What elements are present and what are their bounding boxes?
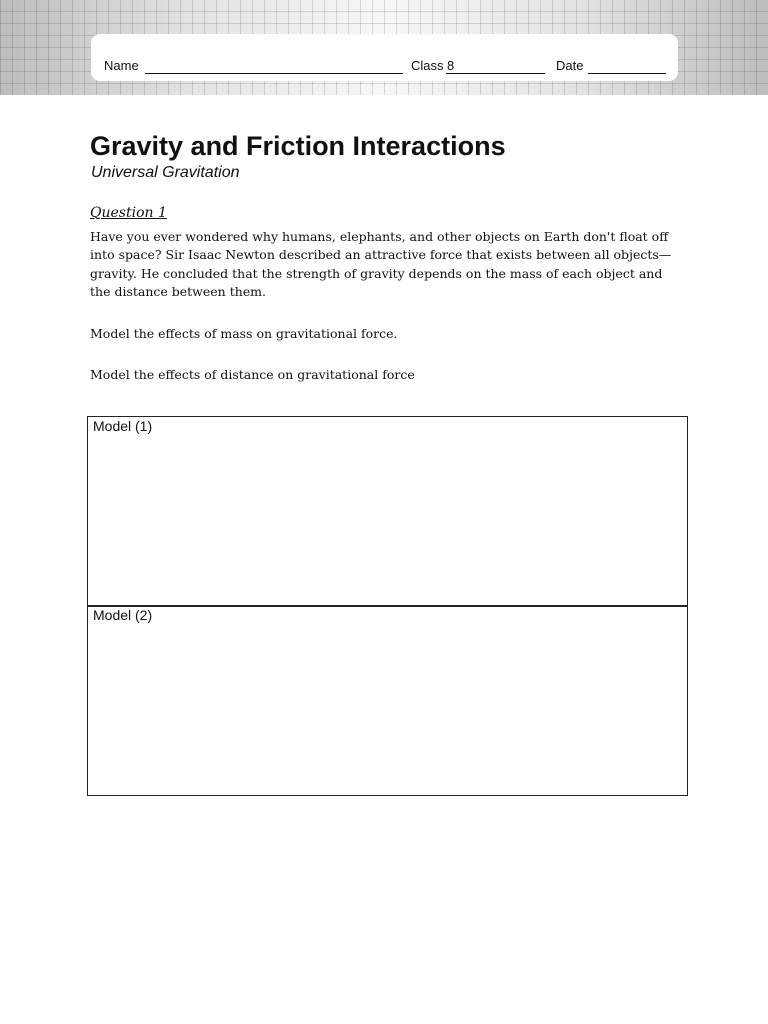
class-label: Class <box>411 58 444 73</box>
question-heading: Question 1 <box>90 205 167 221</box>
page-title: Gravity and Friction Interactions <box>90 131 506 161</box>
model-1-answer-box[interactable] <box>87 416 688 607</box>
date-label: Date <box>556 58 584 73</box>
prompt-mass: Model the effects of mass on gravitational force. <box>90 326 398 341</box>
prompt-distance: Model the effects of distance on gravitational force <box>90 367 415 382</box>
page-subtitle: Universal Gravitation <box>91 164 240 181</box>
name-field[interactable] <box>145 73 403 74</box>
model-2-label: Model (2) <box>93 607 153 623</box>
date-field[interactable] <box>588 73 666 74</box>
question-paragraph: Have you ever wondered why humans, elephants, and other objects on Earth don't float off into space? Sir Isaac Newton described an attractive force that exists between all objects—gravity. He concluded that the strength of gravity depends on the mass of each object and the distance between them. <box>90 229 672 299</box>
model-2-answer-box[interactable] <box>87 605 688 796</box>
model-1-label: Model (1) <box>93 418 153 434</box>
class-value: 8 <box>447 58 455 73</box>
header-grid-band <box>0 0 768 95</box>
student-info-card <box>91 34 678 81</box>
name-label: Name <box>104 58 139 73</box>
class-field[interactable] <box>446 73 545 74</box>
